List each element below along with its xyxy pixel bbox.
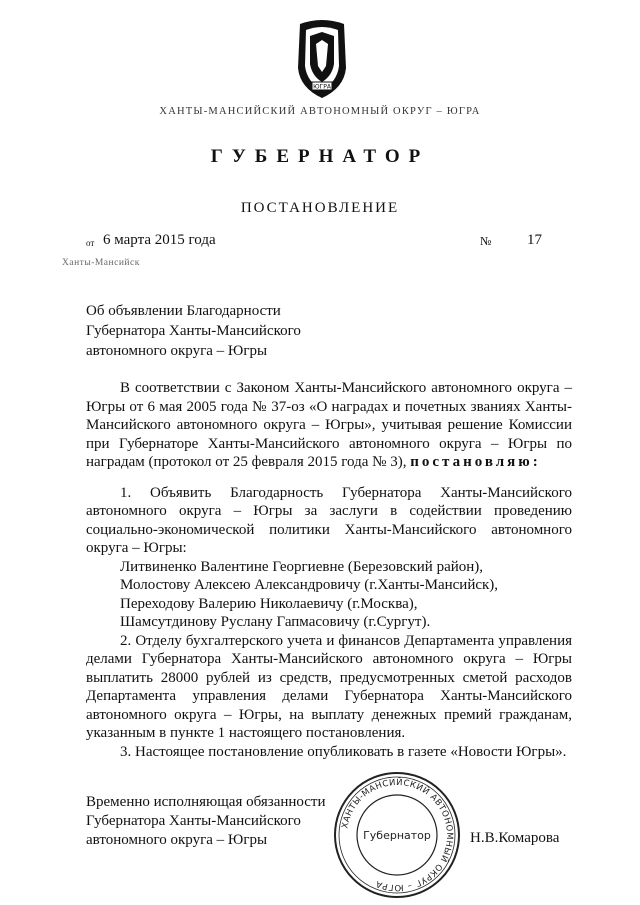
subject-line: Губернатора Ханты-Мансийского (86, 323, 301, 339)
seal-ring-text: ХАНТЫ-МАНСИЙСКИЙ АВТОНОМНЫЙ ОКРУГ – ЮГРА (340, 777, 455, 893)
subject-line: Об объявлении Благодарности (86, 303, 281, 319)
role-line: автономного округа – Югры (86, 832, 268, 848)
crest-label: ЮГРА (313, 83, 331, 91)
decree-number: 17 (527, 232, 542, 248)
role-line: Губернатора Ханты-Мансийского (86, 813, 301, 829)
signatory-role (86, 793, 346, 850)
item-2: 2. Отделу бухгалтерского учета и финансов Департамента управления делами Губернатора Ханты-Мансийского автономного округа – Югры выплатить 28000 рублей из средств, предусмотренных сметой расходов Департамента управления делами Губернатора Ханты-Мансийского автономного округа – Югры, на выплату денежных премий гражданам, указанным в пункте 1 настоящего постановления. (86, 632, 572, 741)
region-name: ХАНТЫ-МАНСИЙСКИЙ АВТОНОМНЫЙ ОКРУГ – ЮГРА (159, 106, 481, 117)
role-line: Временно исполняющая обязанности (86, 794, 326, 810)
date-prefix: от (86, 238, 95, 248)
decree-place: Ханты-Мансийск (62, 258, 140, 268)
intro-emphasis: постановляю: (410, 454, 541, 470)
decree-date: 6 марта 2015 года (103, 232, 216, 248)
item-3: 3. Настоящее постановление опубликовать в газете «Новости Югры». (120, 743, 567, 760)
decree-subject (86, 301, 386, 361)
awardee-name: Шамсутдинову Руслану Гапмасовичу (г.Сургут). (120, 614, 431, 630)
decree-body (86, 379, 572, 761)
decree-title: ПОСТАНОВЛЕНИЕ (240, 200, 400, 216)
number-sign: № (480, 234, 492, 248)
intro-paragraph (86, 379, 572, 472)
awardee-name: Молостову Алексею Александровичу (г.Ханты-Мансийск), (120, 577, 499, 593)
official-seal-icon (332, 770, 462, 900)
signatory-name: Н.В.Комарова (470, 830, 560, 846)
item-1: 1. Объявить Благодарность Губернатора Ханты-Мансийского автономного округа – Югры за заслуги в содействии проведению социально-экономической политики Ханты-Мансийского автономного округа – Югры: (86, 484, 572, 556)
subject-line: автономного округа – Югры (86, 343, 268, 359)
intro-text: В соответствии с Законом Ханты-Мансийского автономного округа – Югры от 6 мая 2005 года № 37-оз «О наградах и почетных званиях Ханты-Мансийского автономного округа – Югры», учитывая решение Комиссии при Губернаторе Ханты-Мансийского автономного округа – Югры по наградам (протокол от 25 февраля 2015 года № 3), (86, 380, 572, 470)
governor-title: ГУБЕРНАТОР (210, 146, 430, 167)
seal-center-text: Губернатор (363, 829, 431, 842)
awardee-name: Переходову Валерию Николаевичу (г.Москва), (120, 595, 418, 612)
awardee-name: Литвиненко Валентине Георгиевне (Березовский район), (120, 558, 484, 575)
coat-of-arms-icon (290, 16, 354, 100)
